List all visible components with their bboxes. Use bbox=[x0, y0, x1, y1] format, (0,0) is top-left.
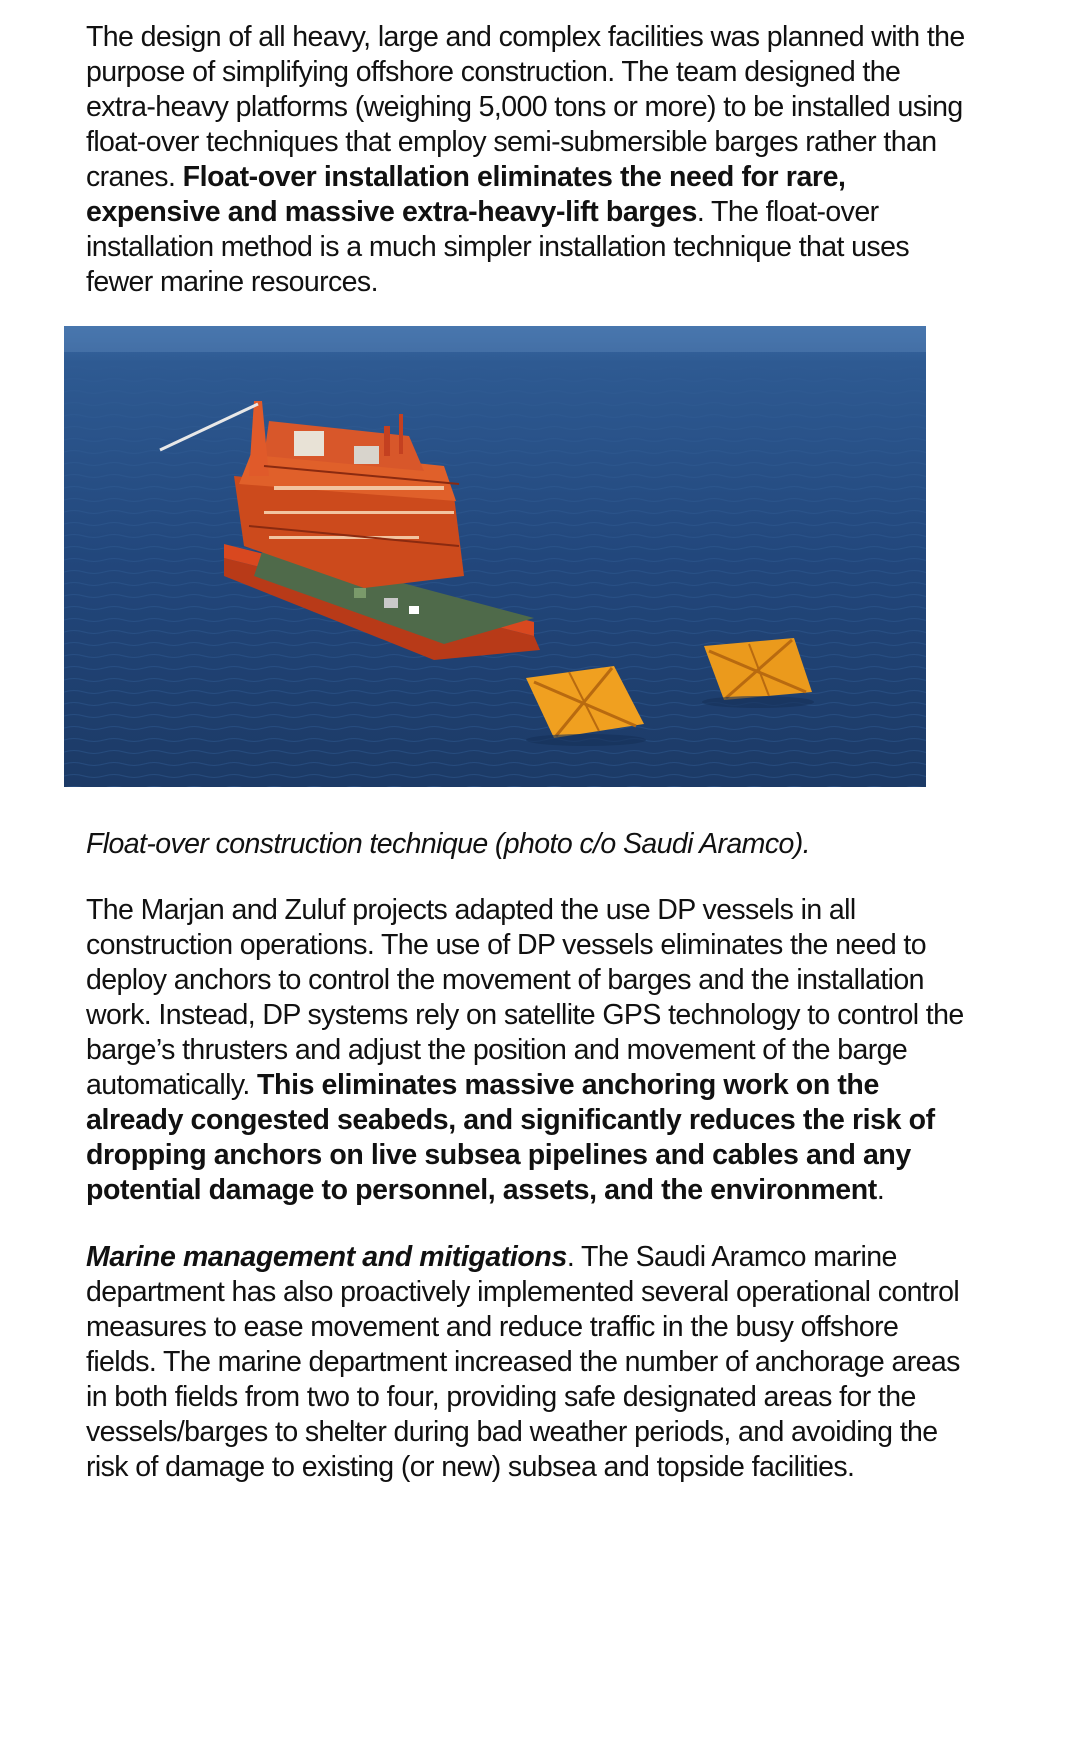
paragraph-text: . The Saudi Aramco marine department has also proactively implemented several operational control measures to ease movement and reduce traffic in the busy offshore fields. The marine department increased the number of anchorage areas in both fields from two to four, providing safe designated areas for the vessels/barges to shelter during bad weather periods, and avoiding the risk of damage to existing (or new) subsea and topside facilities. bbox=[86, 1241, 960, 1483]
paragraph-text: . bbox=[876, 1174, 885, 1206]
paragraph-text: The Marjan and Zuluf projects adapted the use DP vessels in all construction operations. The use of DP vessels eliminates the need to deploy anchors to control the movement of barges and the installation work. Instead, DP systems rely on satellite GPS technology to control the barge’s thrusters and adjust the position and movement of the barge automatically. bbox=[86, 894, 964, 1101]
figure-caption: Float-over construction technique (photo c/o Saudi Aramco). bbox=[86, 828, 810, 860]
paragraph-marine-management bbox=[86, 1240, 966, 1485]
paragraph-bold-text: Float-over installation eliminates the need for rare, expensive and massive extra-heavy-lift barges bbox=[86, 161, 846, 228]
paragraph-bold-italic-heading: Marine management and mitigations bbox=[86, 1241, 567, 1273]
paragraph-text: . The float-over installation method is a much simpler installation technique that uses fewer marine resources. bbox=[86, 196, 909, 298]
paragraph-text: The design of all heavy, large and complex facilities was planned with the purpose of simplifying offshore construction. The team designed the extra-heavy platforms (weighing 5,000 tons or more) to be installed using float-over techniques that employ semi-submersible barges rather than cranes. bbox=[86, 21, 965, 193]
paragraph-float-over-design bbox=[86, 20, 966, 300]
float-over-photo bbox=[64, 326, 926, 787]
paragraph-dp-vessels bbox=[86, 893, 966, 1208]
paragraph-bold-text: This eliminates massive anchoring work on the already congested seabeds, and significantly reduces the risk of dropping anchors on live subsea pipelines and cables and any potential damage to personnel, assets, and the environment bbox=[86, 1069, 935, 1206]
